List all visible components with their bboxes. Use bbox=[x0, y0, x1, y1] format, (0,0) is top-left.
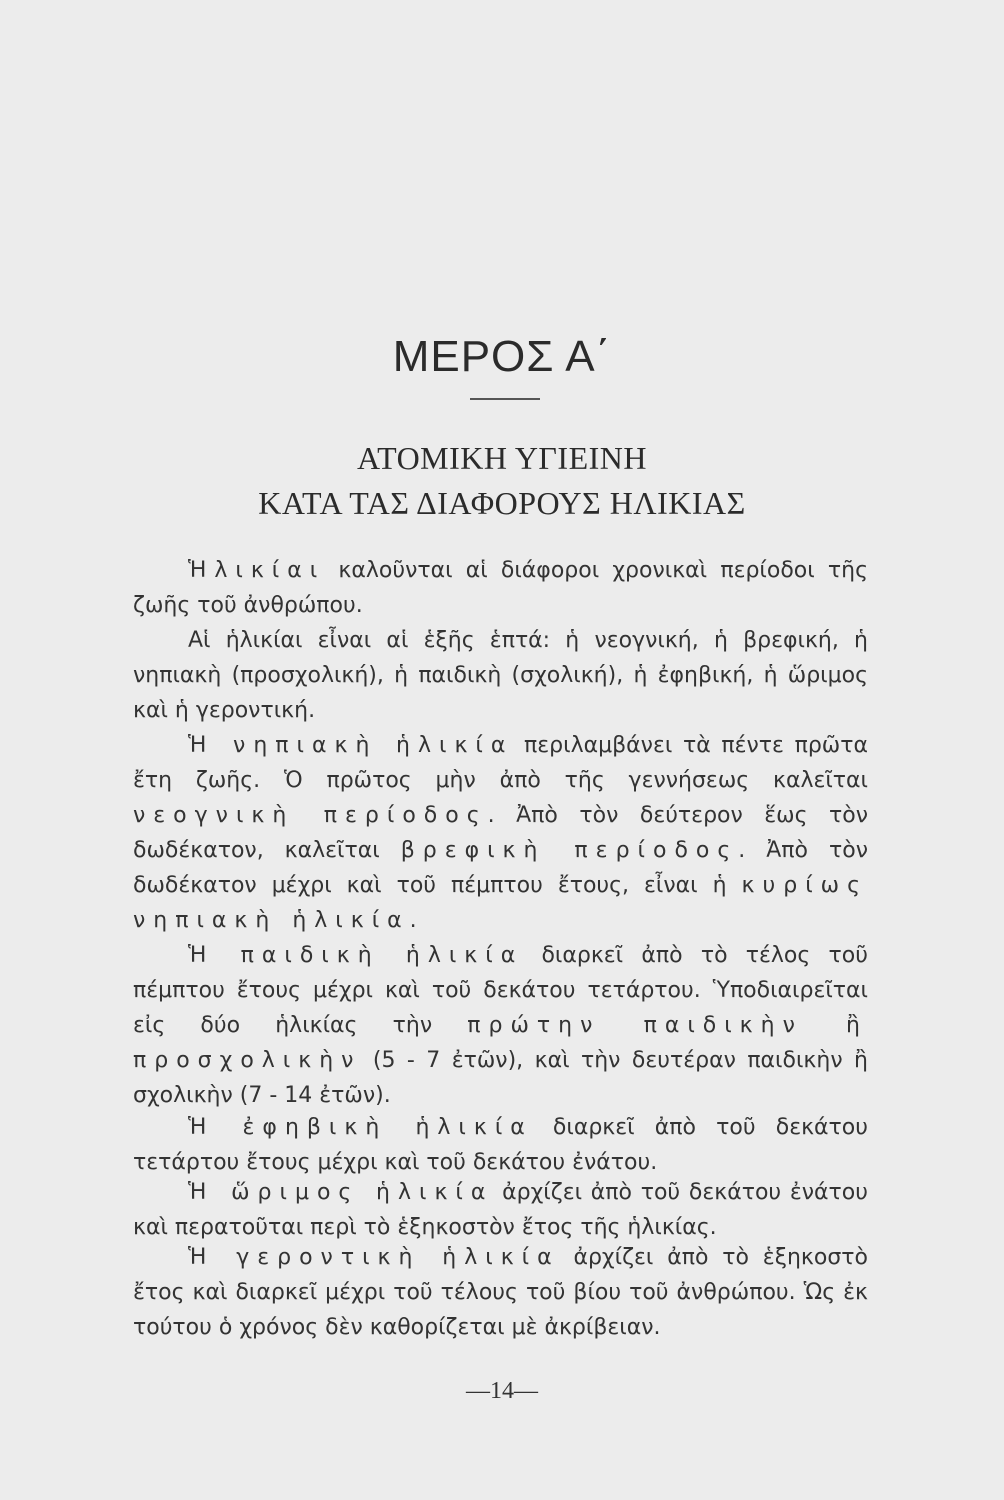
term-orimos: Ἡ ὥριμος ἡλικία bbox=[188, 1180, 494, 1205]
term-neogniki: νεογνικὴ περίοδος bbox=[133, 803, 488, 828]
paragraph-3-text-c: . Ἀπὸ τὸν δωδέκατον μέχρι καὶ τοῦ πέμπτου ἔτους, εἶναι ἡ bbox=[133, 838, 868, 898]
paragraph-2 bbox=[133, 623, 868, 728]
chapter-heading-line-1: ΑΤΟΜΙΚΗ ΥΓΙΕΙΝΗ bbox=[357, 440, 647, 476]
paragraph-1 bbox=[133, 553, 868, 623]
paragraph-4-text-b: (5 - 7 ἐτῶν), καὶ τὴν δευτέραν παιδικὴν ἢ σχολικὴν (7 - 14 ἐτῶν). bbox=[133, 1048, 868, 1108]
part-title: ΜΕΡΟΣ Α΄ bbox=[392, 332, 612, 381]
term-proti-paidiki: πρώτην παιδικὴν ἢ προσχολικὴν bbox=[133, 1013, 868, 1073]
term-gerontiki: Ἡ γεροντικὴ ἡλικία bbox=[188, 1245, 560, 1270]
paragraph-1-text: καλοῦνται αἱ διάφοροι χρονικαὶ περίοδοι τῆς ζωῆς τοῦ ἀνθρώπου. bbox=[133, 558, 868, 618]
term-ilikiai: Ἡλικίαι bbox=[188, 558, 326, 583]
paragraph-4 bbox=[133, 938, 868, 1113]
term-nipiaki: Ἡ νηπιακὴ ἡλικία bbox=[188, 733, 514, 758]
title-underline bbox=[470, 398, 540, 400]
paragraph-6-text: ἀρχίζει ἀπὸ τοῦ δεκάτου ἐνάτου καὶ περατοῦται περὶ τὸ ἑξηκοστὸν ἔτος τῆς ἡλικίας. bbox=[133, 1180, 868, 1240]
paragraph-3 bbox=[133, 728, 868, 938]
paragraph-5 bbox=[133, 1110, 868, 1180]
chapter-heading-line-2: ΚΑΤΑ ΤΑΣ ΔΙΑΦΟΡΟΥΣ ΗΛΙΚΙΑΣ bbox=[258, 485, 746, 521]
paragraph-3-text-d: . bbox=[409, 908, 417, 933]
term-vrefiki: βρεφικὴ περίοδος bbox=[400, 838, 739, 863]
paragraph-5-text: διαρκεῖ ἀπὸ τοῦ δεκάτου τετάρτου ἔτους μέχρι καὶ τοῦ δεκάτου ἐνάτου. bbox=[133, 1115, 868, 1175]
paragraph-4-text-a: διαρκεῖ ἀπὸ τὸ τέλος τοῦ πέμπτου ἔτους μέχρι καὶ τοῦ δεκάτου τετάρτου. Ὑποδιαιρεῖται εἰς δύο ἡλικίας τὴν bbox=[133, 943, 868, 1038]
paragraph-7 bbox=[133, 1240, 868, 1345]
page-number: —14— bbox=[466, 1378, 538, 1404]
paragraph-3-text-b: . Ἀπὸ τὸν δεύτερον ἕως τὸν δωδέκατον, καλεῖται bbox=[133, 803, 868, 863]
term-paidiki: Ἡ παιδικὴ ἡλικία bbox=[188, 943, 524, 968]
term-efiviki: Ἡ ἐφηβικὴ ἡλικία bbox=[188, 1115, 533, 1140]
paragraph-6 bbox=[133, 1175, 868, 1245]
term-kyrios-nipiaki: κυρίως νηπιακὴ ἡλικία bbox=[133, 873, 868, 933]
paragraph-2-text: Αἱ ἡλικίαι εἶναι αἱ ἑξῆς ἑπτά: ἡ νεογνική, ἡ βρεφική, ἡ νηπιακὴ (προσχολική), ἡ παιδικὴ (σχολική), ἡ ἐφηβική, ἡ ὥριμος καὶ ἡ γεροντική. bbox=[133, 628, 868, 723]
paragraph-7-text: ἀρχίζει ἀπὸ τὸ ἑξηκοστὸ ἔτος καὶ διαρκεῖ μέχρι τοῦ τέλους τοῦ βίου τοῦ ἀνθρώπου. Ὡς ἐκ τούτου ὁ χρόνος δὲν καθορίζεται μὲ ἀκρίβειαν. bbox=[133, 1245, 868, 1340]
paragraph-3-text-a: περιλαμβάνει τὰ πέντε πρῶτα ἔτη ζωῆς. Ὁ πρῶτος μὴν ἀπὸ τῆς γεννήσεως καλεῖται bbox=[133, 733, 868, 793]
